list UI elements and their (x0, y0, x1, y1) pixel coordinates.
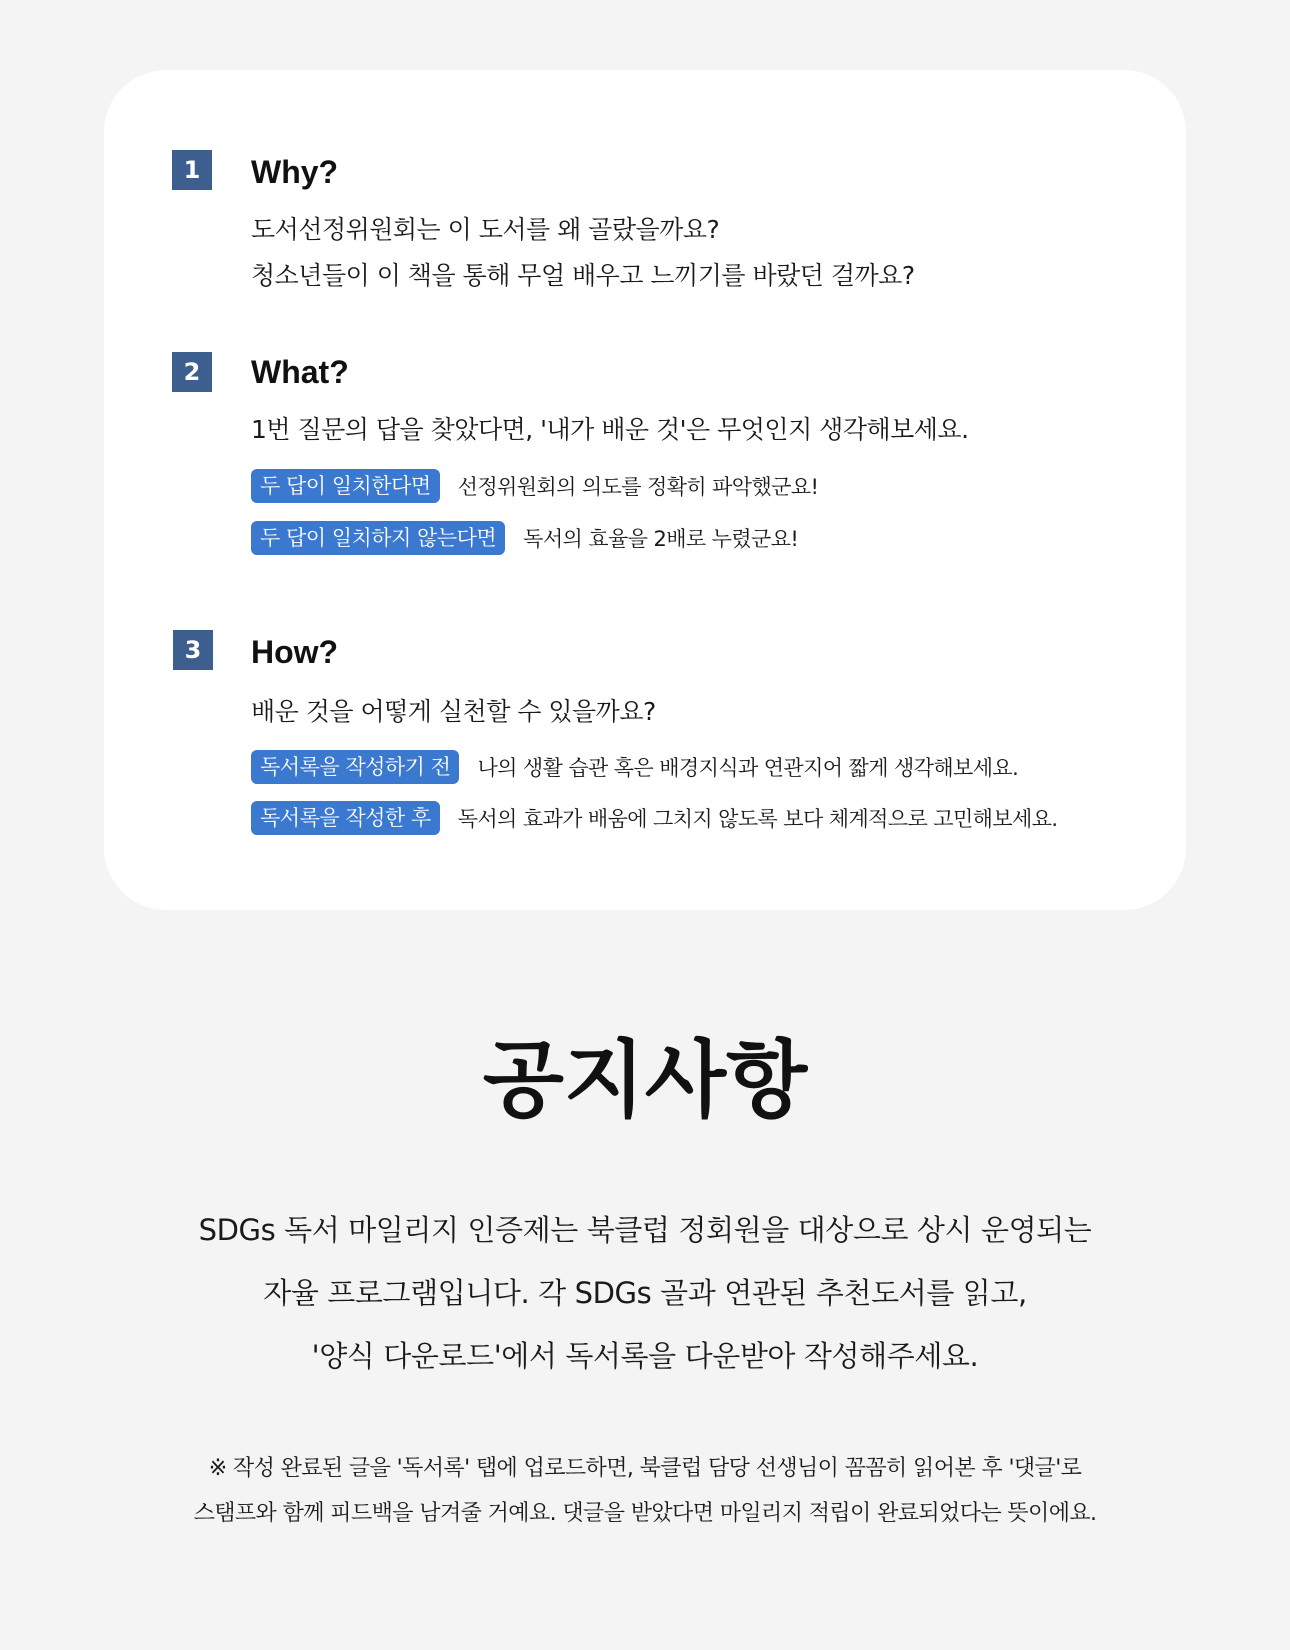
section-how-line-1: 배운 것을 어떻게 실천할 수 있을까요? (251, 697, 656, 726)
section-number-badge: 3 (173, 630, 213, 670)
section-number-badge: 1 (172, 150, 212, 190)
section-number-badge: 2 (172, 352, 212, 392)
section-why-line-2: 청소년들이 이 책을 통해 무얼 배우고 느끼기를 바랐던 걸까요? (251, 261, 915, 290)
tag-row (251, 749, 1018, 785)
tag-description: 나의 생활 습관 혹은 배경지식과 연관지어 짧게 생각해보세요. (477, 756, 1019, 780)
notice-line-1: SDGs 독서 마일리지 인증제는 북클럽 정회원을 대상으로 상시 운영되는 (198, 1213, 1092, 1247)
timing-tag: 독서록을 작성한 후 (251, 801, 440, 835)
notice-line-3: '양식 다운로드'에서 독서록을 다운받아 작성해주세요. (311, 1339, 979, 1373)
condition-tag: 두 답이 일치하지 않는다면 (251, 521, 505, 555)
notice-title: 공지사항 (482, 1031, 808, 1129)
section-why-line-1: 도서선정위원회는 이 도서를 왜 골랐을까요? (251, 215, 720, 244)
tag-row (251, 520, 798, 556)
footnote-line-1: ※ 작성 완료된 글을 '독서록' 탭에 업로드하면, 북클럽 담당 선생님이 꼼꼼히 읽어본 후 '댓글'로 (208, 1456, 1082, 1481)
section-heading-what: What? (251, 354, 349, 390)
section-heading-how: How? (251, 634, 339, 670)
reading-guide-card (104, 70, 1186, 910)
tag-row (251, 800, 1057, 836)
footnote-line-2: 스탬프와 함께 피드백을 남겨줄 거예요. 댓글을 받았다면 마일리지 적립이 완료되었다는 뜻이에요. (193, 1501, 1097, 1526)
condition-tag: 두 답이 일치한다면 (251, 469, 440, 503)
tag-row (251, 468, 818, 504)
section-heading-why: Why? (251, 154, 339, 190)
timing-tag: 독서록을 작성하기 전 (251, 750, 459, 784)
tag-description: 선정위원회의 의도를 정확히 파악했군요! (457, 475, 819, 499)
tag-description: 독서의 효율을 2배로 누렸군요! (523, 527, 799, 551)
section-what-line-1: 1번 질문의 답을 찾았다면, '내가 배운 것'은 무엇인지 생각해보세요. (251, 415, 969, 444)
tag-description: 독서의 효과가 배움에 그치지 않도록 보다 체계적으로 고민해보세요. (457, 807, 1058, 831)
notice-line-2: 자율 프로그램입니다. 각 SDGs 골과 연관된 추천도서를 읽고, (263, 1276, 1027, 1310)
